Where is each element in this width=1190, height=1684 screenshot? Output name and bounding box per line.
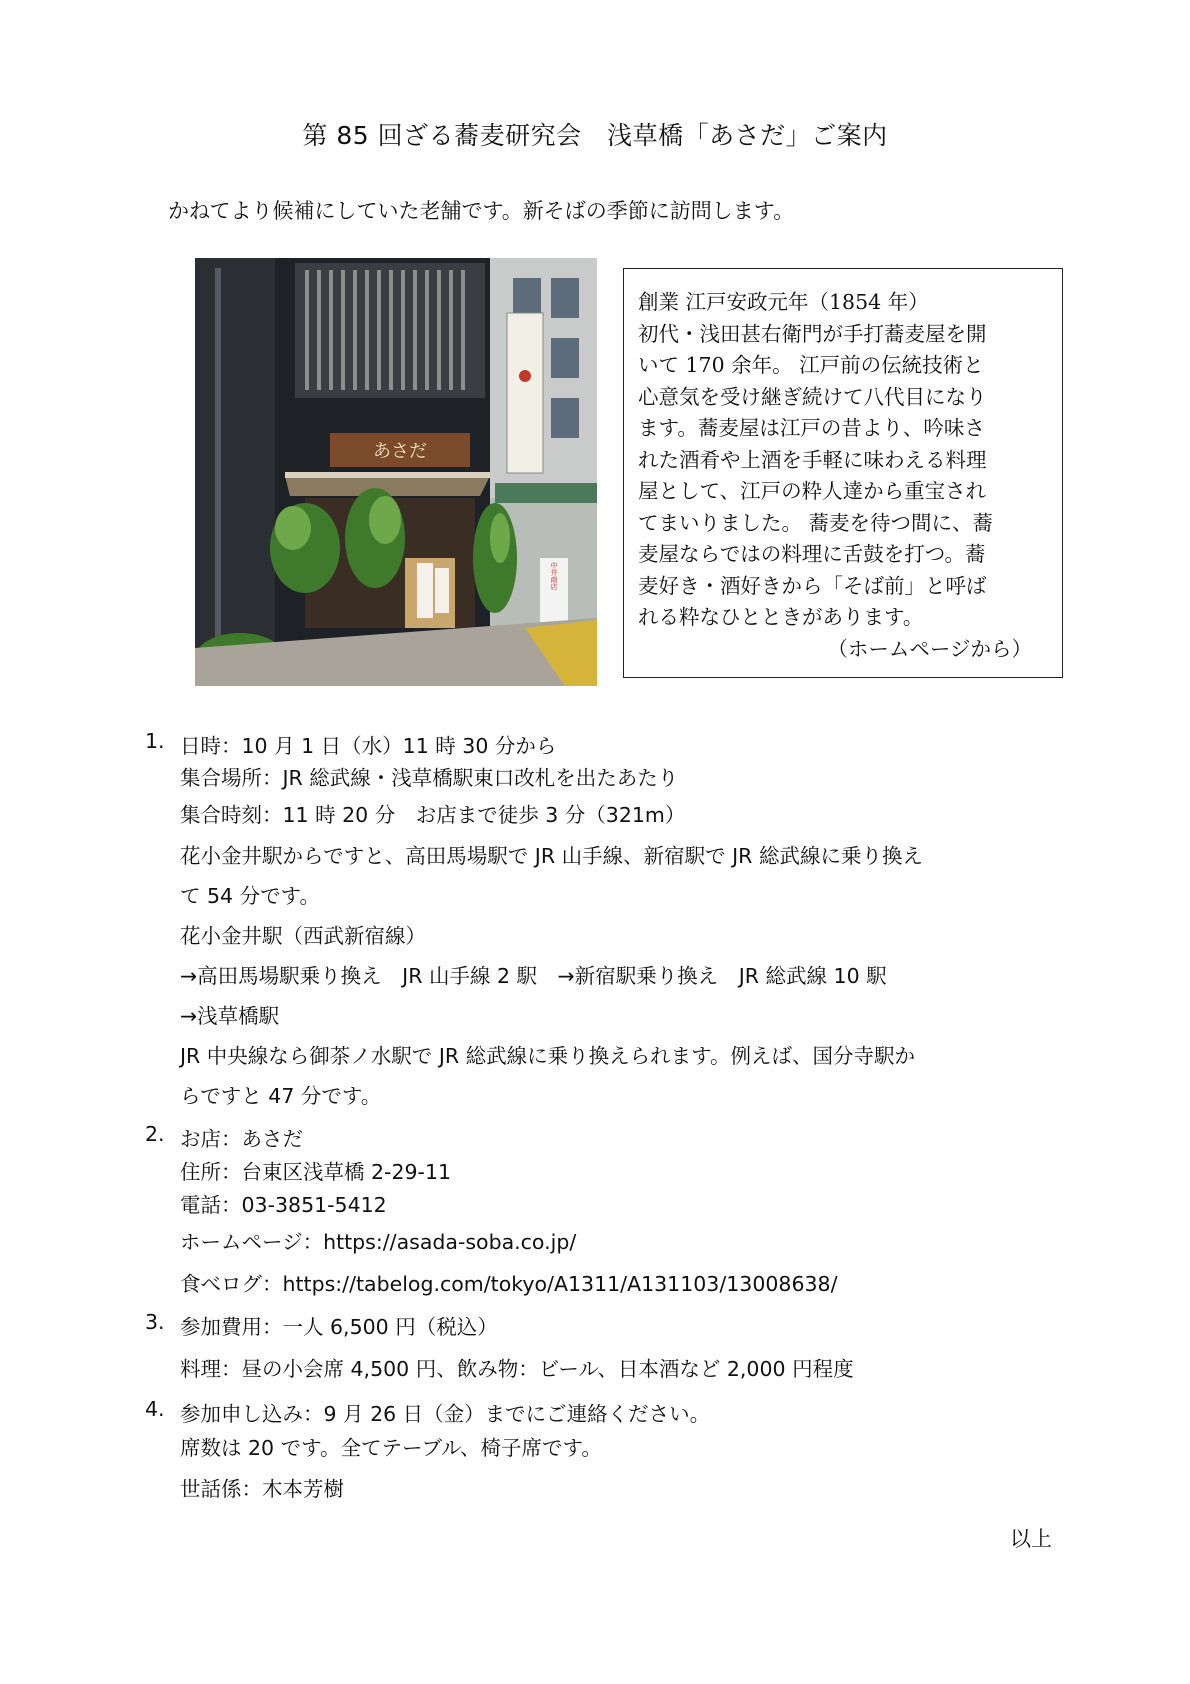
section-number: 4. <box>145 1397 165 1421</box>
section-number: 3. <box>145 1310 165 1334</box>
history-line: 創業 江戸安政元年（1854 年） <box>638 290 929 314</box>
route-line: →高田馬場駅乗り換え JR 山手線 2 駅 →新宿駅乗り換え JR 総武線 10 駅 <box>180 964 887 988</box>
history-line: てまいりました。 蕎麦を待つ間に、蕎 <box>638 510 994 535</box>
shop-name-line: お店：あさだ <box>180 1127 303 1151</box>
history-box <box>623 268 1063 678</box>
history-line: れた酒肴や上酒を手軽に味わえる料理 <box>638 447 987 472</box>
route-line: らですと 47 分です。 <box>180 1084 382 1108</box>
route-line: 花小金井駅からですと、高田馬場駅で JR 山手線、新宿駅で JR 総武線に乗り換え <box>180 844 923 868</box>
section-number: 2. <box>145 1122 165 1146</box>
history-line: 初代・浅田甚右衛門が手打蕎麦屋を開 <box>638 321 987 346</box>
apply-line: 参加申し込み：9 月 26 日（金）までにご連絡ください。 <box>180 1402 711 1426</box>
seats-line: 席数は 20 です。全てテーブル、椅子席です。 <box>180 1436 602 1460</box>
closing-text: 以上 <box>1010 1527 1052 1551</box>
history-line: ます。蕎麦屋は江戸の昔より、吟味さ <box>638 416 985 440</box>
route-line: →浅草橋駅 <box>180 1004 280 1028</box>
homepage-link[interactable]: ホームページ：https://asada-soba.co.jp/ <box>180 1230 577 1254</box>
page-title: 第 85 回ざる蕎麦研究会 浅草橋「あさだ」ご案内 <box>302 121 888 150</box>
meeting-place-line: 集合場所：JR 総武線・浅草橋駅東口改札を出たあたり <box>180 766 679 790</box>
history-line: れる粋なひとときがあります。 <box>638 605 924 629</box>
sign-text: あさだ <box>373 441 427 462</box>
intro-text: かねてより候補にしていた老舗です。新そばの季節に訪問します。 <box>168 199 795 223</box>
history-line: 心意気を受け継ぎ続けて八代目になり <box>638 384 987 409</box>
route-line: 花小金井駅（西武新宿線） <box>180 924 426 948</box>
organizer-line: 世話係：木本芳樹 <box>180 1477 344 1501</box>
phone-line: 電話：03-3851-5412 <box>180 1193 387 1217</box>
datetime-line: 日時：10 月 1 日（水）11 時 30 分から <box>180 734 557 758</box>
address-line: 住所：台東区浅草橋 2-29-11 <box>180 1160 452 1184</box>
fee-detail-line: 料理：昼の小会席 4,500 円、飲み物：ビール、日本酒など 2,000 円程度 <box>180 1357 854 1381</box>
history-line: 麦好き・酒好きから「そば前」と呼ば <box>638 573 987 598</box>
tabelog-link[interactable]: 食べログ：https://tabelog.com/tokyo/A1311/A131103/13008638/ <box>180 1272 838 1296</box>
history-line: いて 170 余年。 江戸前の伝統技術と <box>638 353 984 377</box>
history-line: 屋として、江戸の粋人達から重宝され <box>638 479 987 503</box>
route-line: て 54 分です。 <box>180 884 320 908</box>
history-line: 麦屋ならではの料理に舌鼓を打つ。蕎 <box>638 542 986 566</box>
storefront-photo <box>195 258 597 686</box>
route-line: JR 中央線なら御茶ノ水駅で JR 総武線に乗り換えられます。例えば、国分寺駅か <box>180 1044 915 1068</box>
store-sign-text: 中井商店 <box>550 562 558 590</box>
meeting-time-line: 集合時刻：11 時 20 分 お店まで徒歩 3 分（321m） <box>180 803 686 827</box>
section-number: 1. <box>145 729 165 753</box>
history-credit: （ホームページから） <box>827 636 1032 661</box>
fee-line: 参加費用：一人 6,500 円（税込） <box>180 1315 498 1339</box>
